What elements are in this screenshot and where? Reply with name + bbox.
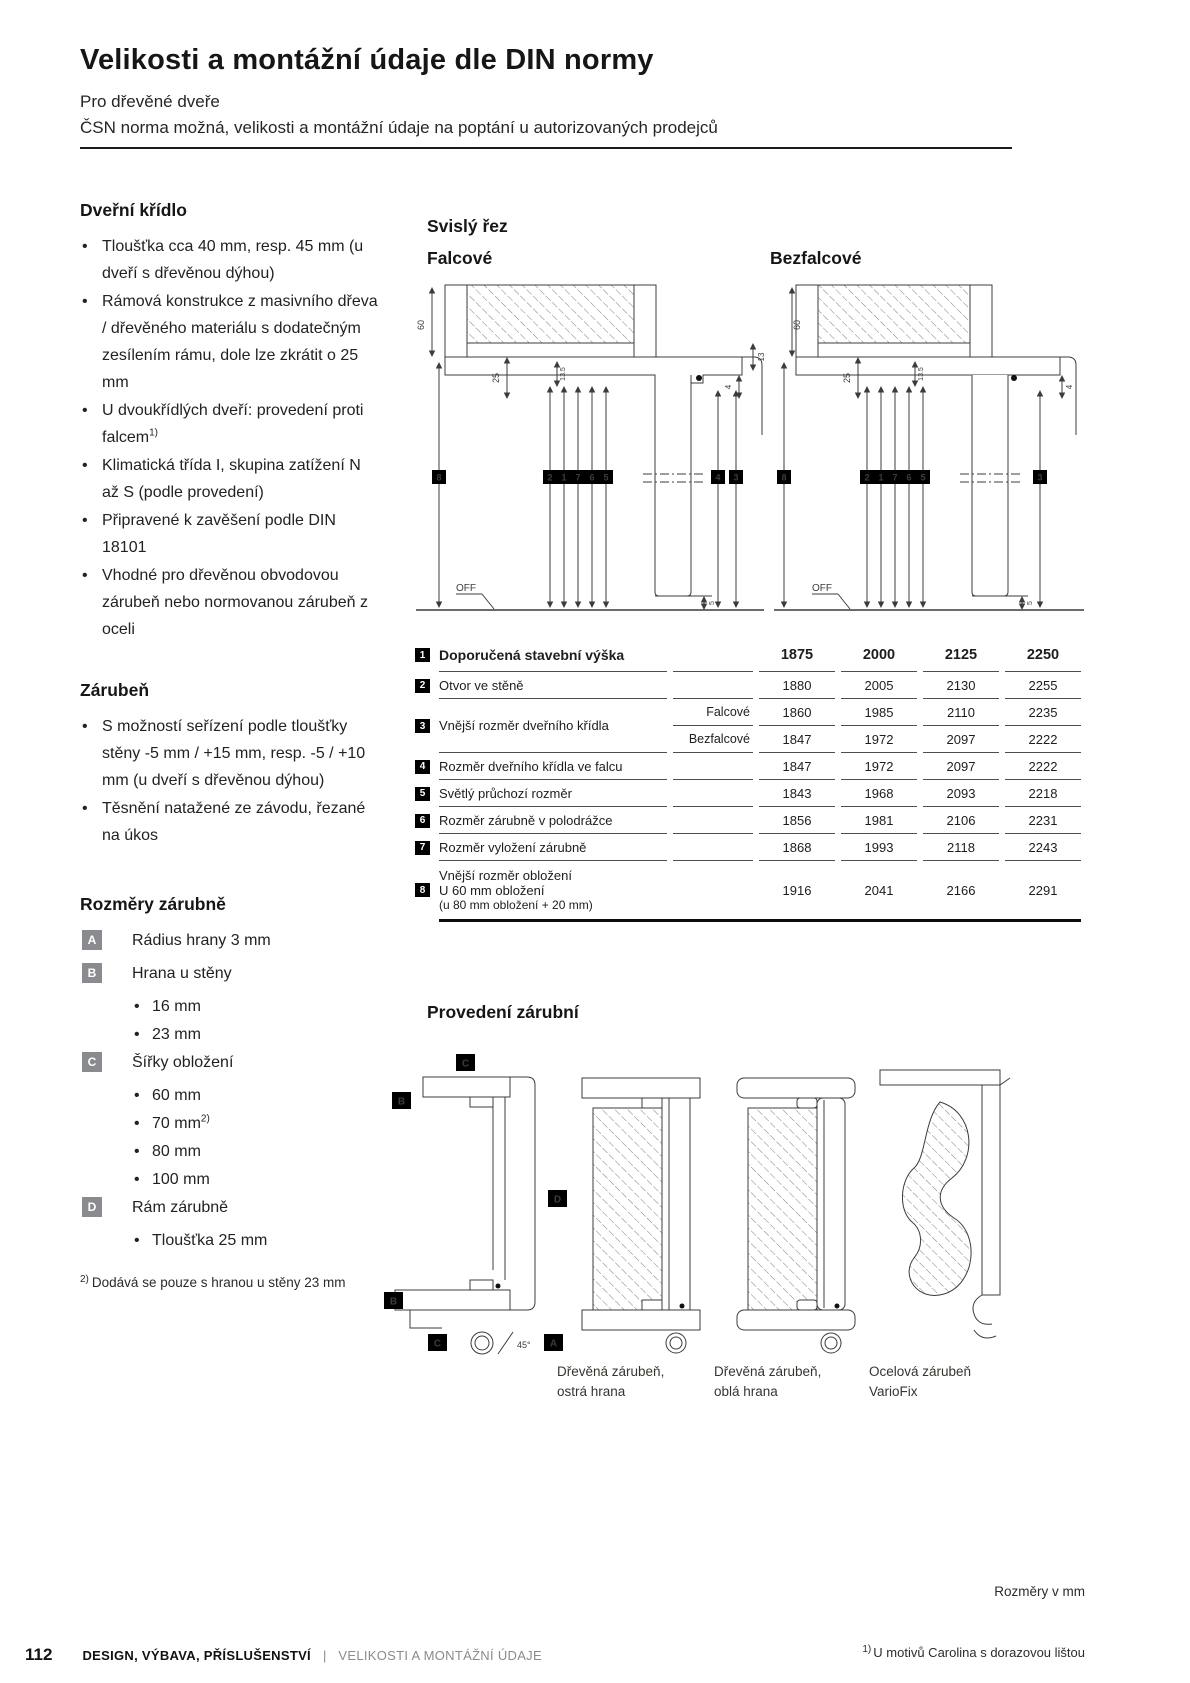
footer-chapter: DESIGN, VÝBAVA, PŘÍSLUŠENSTVÍ bbox=[82, 1648, 311, 1663]
dim-label-60: 60 bbox=[792, 319, 802, 331]
table-row: 4 Rozměr dveřního křídla ve falcu 1847 1972 2097 2222 bbox=[415, 753, 1081, 780]
row-badge: 7 bbox=[415, 841, 430, 855]
dim-label-4: 4 bbox=[1065, 384, 1074, 390]
badge-a: A bbox=[82, 930, 102, 950]
off-label: OFF bbox=[812, 583, 832, 594]
svg-text:1: 1 bbox=[878, 472, 884, 483]
footnote-1: $^{1)}$ U motivů Carolina s dorazovou lištou bbox=[862, 1643, 1085, 1660]
badge-b: B bbox=[397, 1096, 406, 1108]
footnote-ref: 2) bbox=[200, 1113, 210, 1125]
list-item: • 80 mm bbox=[80, 1138, 382, 1165]
svg-text:8: 8 bbox=[781, 472, 787, 483]
frame-top-extension bbox=[445, 285, 467, 357]
svg-text:7: 7 bbox=[892, 472, 898, 483]
badge-d: D bbox=[82, 1197, 102, 1217]
footnote-2: $^{2)}$ Dodává se pouze s hranou u stěny 23 mm bbox=[80, 1273, 346, 1290]
heading-frame-versions: Provedení zárubní bbox=[427, 1002, 579, 1022]
list-item: • S možností seřízení podle tloušťky stěny -5 mm / +15 mm, resp. -5 / +10 mm (u dveří s dřevěnou dýhou) bbox=[80, 713, 382, 794]
angle-label: 45° bbox=[517, 1340, 531, 1350]
list-item: • Tloušťka 25 mm bbox=[80, 1227, 382, 1254]
list-item: • Vhodné pro dřevěnou obvodovou zárubeň nebo normovanou zárubeň z oceli bbox=[80, 562, 382, 643]
table-row: 7 Rozměr vyložení zárubně 1868 1993 2118 2243 bbox=[415, 834, 1081, 861]
door-leaf bbox=[972, 375, 1008, 596]
list-item: • 16 mm bbox=[80, 993, 382, 1020]
bottom-casing bbox=[395, 1290, 510, 1310]
row-badge: 3 bbox=[415, 719, 430, 733]
list-item: • 100 mm bbox=[80, 1166, 382, 1193]
footer-section: VELIKOSTI A MONTÁŽNÍ ÚDAJE bbox=[338, 1648, 542, 1663]
list-item: • U dvoukřídlých dveří: provedení proti falcem$^{1)}$ bbox=[80, 397, 382, 451]
seal-detail bbox=[1011, 375, 1017, 381]
list-item: • 60 mm bbox=[80, 1082, 382, 1109]
bezfalcove-section-drawing bbox=[772, 277, 1087, 622]
svg-text:3: 3 bbox=[1037, 472, 1043, 483]
svg-text:5: 5 bbox=[920, 472, 926, 483]
top-panel bbox=[880, 1070, 1000, 1085]
left-column bbox=[80, 190, 382, 1292]
top-casing bbox=[737, 1078, 855, 1098]
svg-text:2: 2 bbox=[864, 472, 870, 483]
heading-door-leaf: Dveřní křídlo bbox=[80, 200, 187, 220]
footer-separator: | bbox=[322, 1648, 327, 1663]
wall-hatch bbox=[593, 1108, 662, 1310]
list-item: • Připravené k zavěšení podle DIN 18101 bbox=[80, 507, 382, 561]
badge-c: C bbox=[461, 1058, 470, 1070]
top-casing bbox=[423, 1077, 510, 1097]
units-note: Rozměry v mm bbox=[994, 1584, 1085, 1599]
frame-profile-sharp-edge-drawing bbox=[545, 1040, 710, 1370]
dimension-item-a: A Rádius hrany 3 mm bbox=[80, 927, 382, 954]
badge-b: B bbox=[82, 963, 102, 983]
svg-text:7: 7 bbox=[575, 472, 581, 483]
row-badge: 4 bbox=[415, 760, 430, 774]
heading-frame-dimensions: Rozměry zárubně bbox=[80, 894, 226, 914]
row-badge: 6 bbox=[415, 814, 430, 828]
seal-detail bbox=[696, 375, 702, 381]
rosette-inner bbox=[475, 1336, 489, 1350]
table-row-double: 3 Vnější rozměr dveřního křídla Falcové 1860 1985 2110 2235 Bezfalcové 1847 1972 2097 2222 bbox=[415, 699, 1081, 753]
row-badge: 2 bbox=[415, 679, 430, 693]
footer-left bbox=[25, 1645, 542, 1665]
dim-label-5: 5 bbox=[709, 601, 716, 605]
bottom-casing bbox=[737, 1310, 855, 1330]
top-casing bbox=[582, 1078, 700, 1098]
svg-text:5: 5 bbox=[603, 472, 609, 483]
frame-head-profile bbox=[796, 357, 1060, 375]
falcove-section-drawing bbox=[412, 277, 770, 622]
badge-d: D bbox=[553, 1194, 562, 1206]
wall-hatch bbox=[467, 285, 634, 343]
svg-text:1: 1 bbox=[561, 472, 567, 483]
door-leaf bbox=[655, 375, 691, 596]
caption-steel-variofix: Ocelová zárubeň VarioFix bbox=[869, 1364, 972, 1399]
frame-top-extension bbox=[634, 285, 656, 357]
dim-label-13-5: 13.5 bbox=[560, 367, 567, 381]
footnote-ref: 1) bbox=[149, 427, 159, 439]
dim-label-25: 25 bbox=[842, 372, 852, 384]
badge-b: B bbox=[389, 1296, 398, 1308]
table-row: 2 Otvor ve stěně 1880 2005 2130 2255 bbox=[415, 672, 1081, 699]
page-number: 112 bbox=[25, 1645, 53, 1664]
row-badge: 8 bbox=[415, 883, 430, 897]
steel-frame-variofix-drawing bbox=[862, 1040, 1012, 1370]
svg-text:3: 3 bbox=[733, 472, 739, 483]
table-row: 6 Rozměr zárubně v polodrážce 1856 1981 2106 2231 bbox=[415, 807, 1081, 834]
bottom-casing bbox=[582, 1310, 700, 1330]
dim-label-60: 60 bbox=[416, 319, 426, 331]
badge-c: C bbox=[433, 1338, 442, 1350]
page-subtitle-2: ČSN norma možná, velikosti a montážní údaje na poptání u autorizovaných prodejců bbox=[80, 118, 718, 137]
dimension-item-c: C Šířky obložení bbox=[80, 1049, 382, 1076]
table-row: 5 Světlý průchozí rozměr 1843 1968 2093 2218 bbox=[415, 780, 1081, 807]
frame-profile-rounded-edge-drawing bbox=[700, 1040, 875, 1370]
dimension-item-b: B Hrana u stěny bbox=[80, 960, 382, 987]
dim-label-13: 13 bbox=[757, 352, 766, 362]
list-item: • Tloušťka cca 40 mm, resp. 45 mm (u dveří s dřevěnou dýhou) bbox=[80, 233, 382, 287]
svg-text:2: 2 bbox=[547, 472, 553, 483]
wall-hatch bbox=[748, 1108, 817, 1310]
heading-falcove: Falcové bbox=[427, 248, 493, 268]
dim-label-13-5: 13.5 bbox=[918, 367, 925, 381]
page-title: Velikosti a montážní údaje dle DIN normy bbox=[80, 44, 654, 76]
dimensions-table bbox=[415, 638, 1081, 922]
list-item: • 70 $mm^{2)}$ bbox=[80, 1110, 382, 1137]
row-badge: 5 bbox=[415, 787, 430, 801]
svg-text:8: 8 bbox=[436, 472, 442, 483]
header-rule bbox=[80, 147, 1012, 149]
heading-frame: Zárubeň bbox=[80, 680, 150, 700]
heading-vertical-section: Svislý řez bbox=[427, 216, 508, 236]
svg-text:4: 4 bbox=[715, 472, 721, 483]
table-bottom-rule bbox=[439, 919, 1081, 922]
dim-label-25: 25 bbox=[491, 372, 501, 384]
svg-text:6: 6 bbox=[589, 472, 595, 483]
list-item: • Těsnění natažené ze závodu, řezané na úkos bbox=[80, 795, 382, 849]
page-subtitle-1: Pro dřevěné dveře bbox=[80, 92, 220, 111]
list-item: • 23 mm bbox=[80, 1021, 382, 1048]
dim-label-5: 5 bbox=[1027, 601, 1034, 605]
dim-label-4: 4 bbox=[724, 384, 733, 390]
table-row: 8 Vnější rozměr obložení U 60 mm obložení (u 80 mm obložení + 20 mm) 1916 2041 2166 2291 bbox=[415, 861, 1081, 919]
badge-a: A bbox=[549, 1338, 558, 1350]
seal-detail bbox=[496, 1284, 501, 1289]
wall-hatch bbox=[818, 285, 970, 343]
heading-bezfalcove: Bezfalcové bbox=[770, 248, 862, 268]
caption-wood-sharp: Dřevěná zárubeň, ostrá hrana bbox=[557, 1364, 665, 1399]
rosette-inner bbox=[670, 1337, 682, 1349]
dimension-item-d: D Rám zárubně bbox=[80, 1194, 382, 1221]
caption-wood-rounded: Dřevěná zárubeň, oblá hrana bbox=[714, 1364, 822, 1399]
wall-plaster-profile bbox=[902, 1102, 971, 1295]
svg-text:6: 6 bbox=[906, 472, 912, 483]
casing-outline bbox=[742, 357, 762, 435]
rosette-inner bbox=[825, 1337, 837, 1349]
page-header bbox=[80, 44, 1020, 141]
list-item: • Rámová konstrukce z masivního dřeva / dřevěného materiálu s dodatečným zesílením rámu, dole lze zkrátit o 25 mm bbox=[80, 288, 382, 396]
badge-c: C bbox=[82, 1052, 102, 1072]
steel-jamb bbox=[982, 1085, 1000, 1295]
steel-clip bbox=[973, 1295, 992, 1324]
list-item: • Klimatická třída I, skupina zatížení N až S (podle provedení) bbox=[80, 452, 382, 506]
row-badge: 1 bbox=[415, 648, 430, 662]
table-row: 1 Doporučená stavební výška 1875 2000 2125 2250 bbox=[415, 638, 1081, 672]
off-label: OFF bbox=[456, 583, 476, 594]
